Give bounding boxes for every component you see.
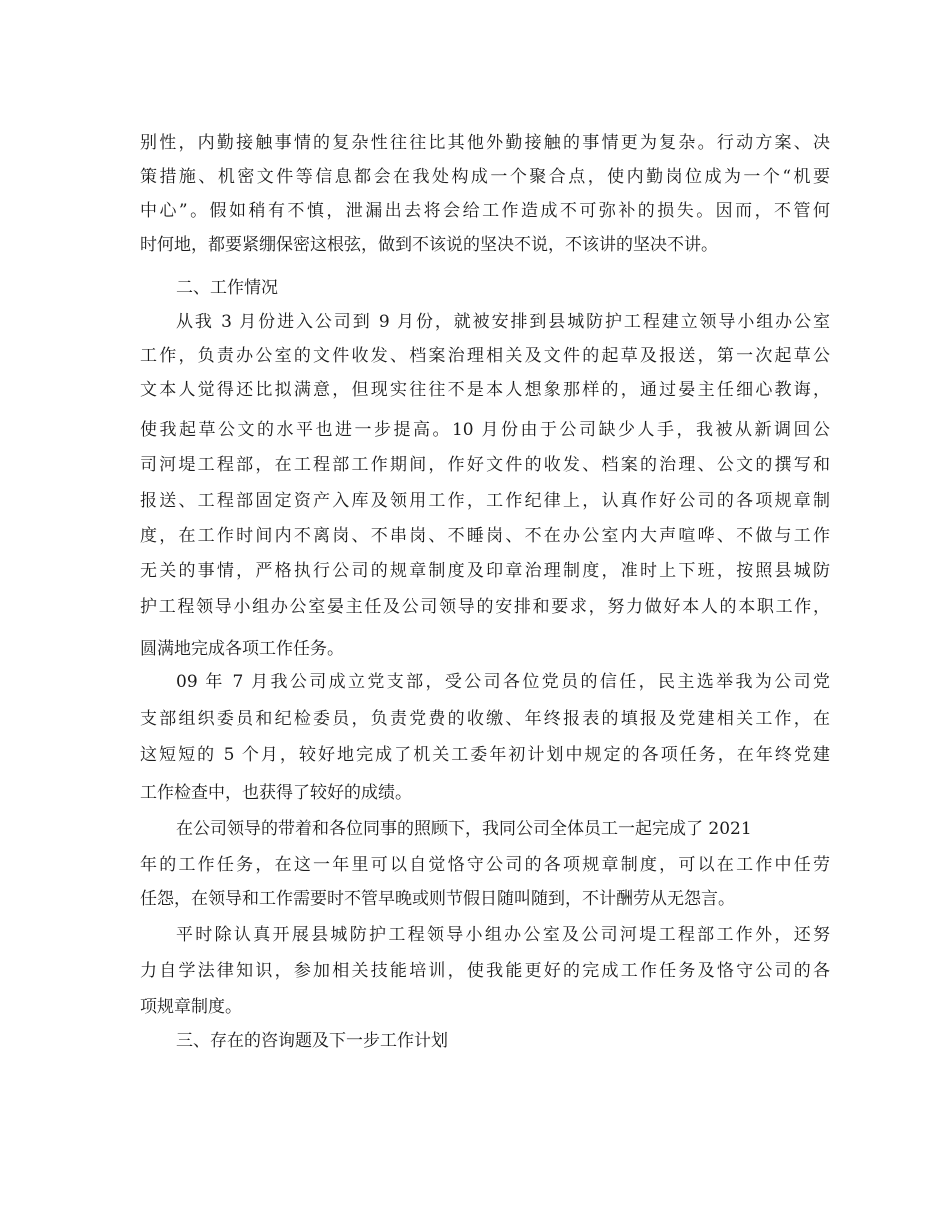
text-line: 使我起草公文的水平也进一步提高。10 月份由于公司缺少人手，我被从新调回公 (140, 420, 830, 440)
text-line: 无关的事情，严格执行公司的规章制度及印章治理制度，准时上下班，按照县城防 (140, 561, 830, 581)
text-line: 工作检查中，也获得了较好的成绩。 (140, 783, 412, 803)
text-line: 圆满地完成各项工作任务。 (140, 639, 344, 659)
text-line: 这短短的 5 个月，较好地完成了机关工委年初计划中规定的各项任务，在年终党建 (140, 745, 830, 765)
text-line: 度，在工作时间内不离岗、不串岗、不睡岗、不在办公室内大声喧哗、不做与工作 (140, 526, 830, 546)
text-line: 项规章制度。 (140, 997, 242, 1017)
text-line: 从我 3 月份进入公司到 9 月份，就被安排到县城防护工程建立领导小组办公室 (176, 312, 830, 332)
text-line: 时何地，都要紧绷保密这根弦，做到不该说的坚决不说，不该讲的坚决不讲。 (140, 235, 718, 255)
text-line: 年的工作任务，在这一年里可以自觉恪守公司的各项规章制度，可以在工作中任劳 (140, 855, 830, 875)
text-line: 力自学法律知识，参加相关技能培训，使我能更好的完成工作任务及恪守公司的各 (140, 961, 830, 981)
text-line: 报送、工程部固定资产入库及领用工作，工作纪律上，认真作好公司的各项规章制 (140, 491, 830, 511)
text-line: 策措施、机密文件等信息都会在我处构成一个聚合点，使内勤岗位成为一个“机要 (140, 167, 830, 187)
section-heading: 二、工作情况 (176, 278, 278, 298)
text-line: 任怨，在领导和工作需要时不管早晚或则节假日随叫随到，不计酬劳从无怨言。 (140, 889, 735, 909)
text-line: 别性，内勤接触事情的复杂性往往比其他外勤接触的事情更为复杂。行动方案、决 (140, 133, 830, 153)
text-line: 文本人觉得还比拟满意，但现实往往不是本人想象那样的，通过晏主任细心教诲， (140, 380, 830, 400)
section-heading: 三、存在的咨询题及下一步工作计划 (176, 1031, 448, 1051)
text-line: 在公司领导的带着和各位同事的照顾下，我同公司全体员工一起完成了 2021 (176, 819, 752, 839)
text-line: 工作，负责办公室的文件收发、档案治理相关及文件的起草及报送，第一次起草公 (140, 346, 830, 366)
text-line: 支部组织委员和纪检委员，负责党费的收缴、年终报表的填报及党建相关工作，在 (140, 709, 830, 729)
text-line: 司河堤工程部，在工程部工作期间，作好文件的收发、档案的治理、公文的撰写和 (140, 455, 830, 475)
text-line: 中心”。假如稍有不慎，泄漏出去将会给工作造成不可弥补的损失。因而，不管何 (140, 201, 830, 221)
text-line: 护工程领导小组办公室晏主任及公司领导的安排和要求，努力做好本人的本职工作， (140, 597, 830, 617)
text-line: 平时除认真开展县城防护工程领导小组办公室及公司河堤工程部工作外，还努 (176, 925, 830, 945)
text-line: 09 年 7 月我公司成立党支部，受公司各位党员的信任，民主选举我为公司党 (176, 672, 830, 692)
